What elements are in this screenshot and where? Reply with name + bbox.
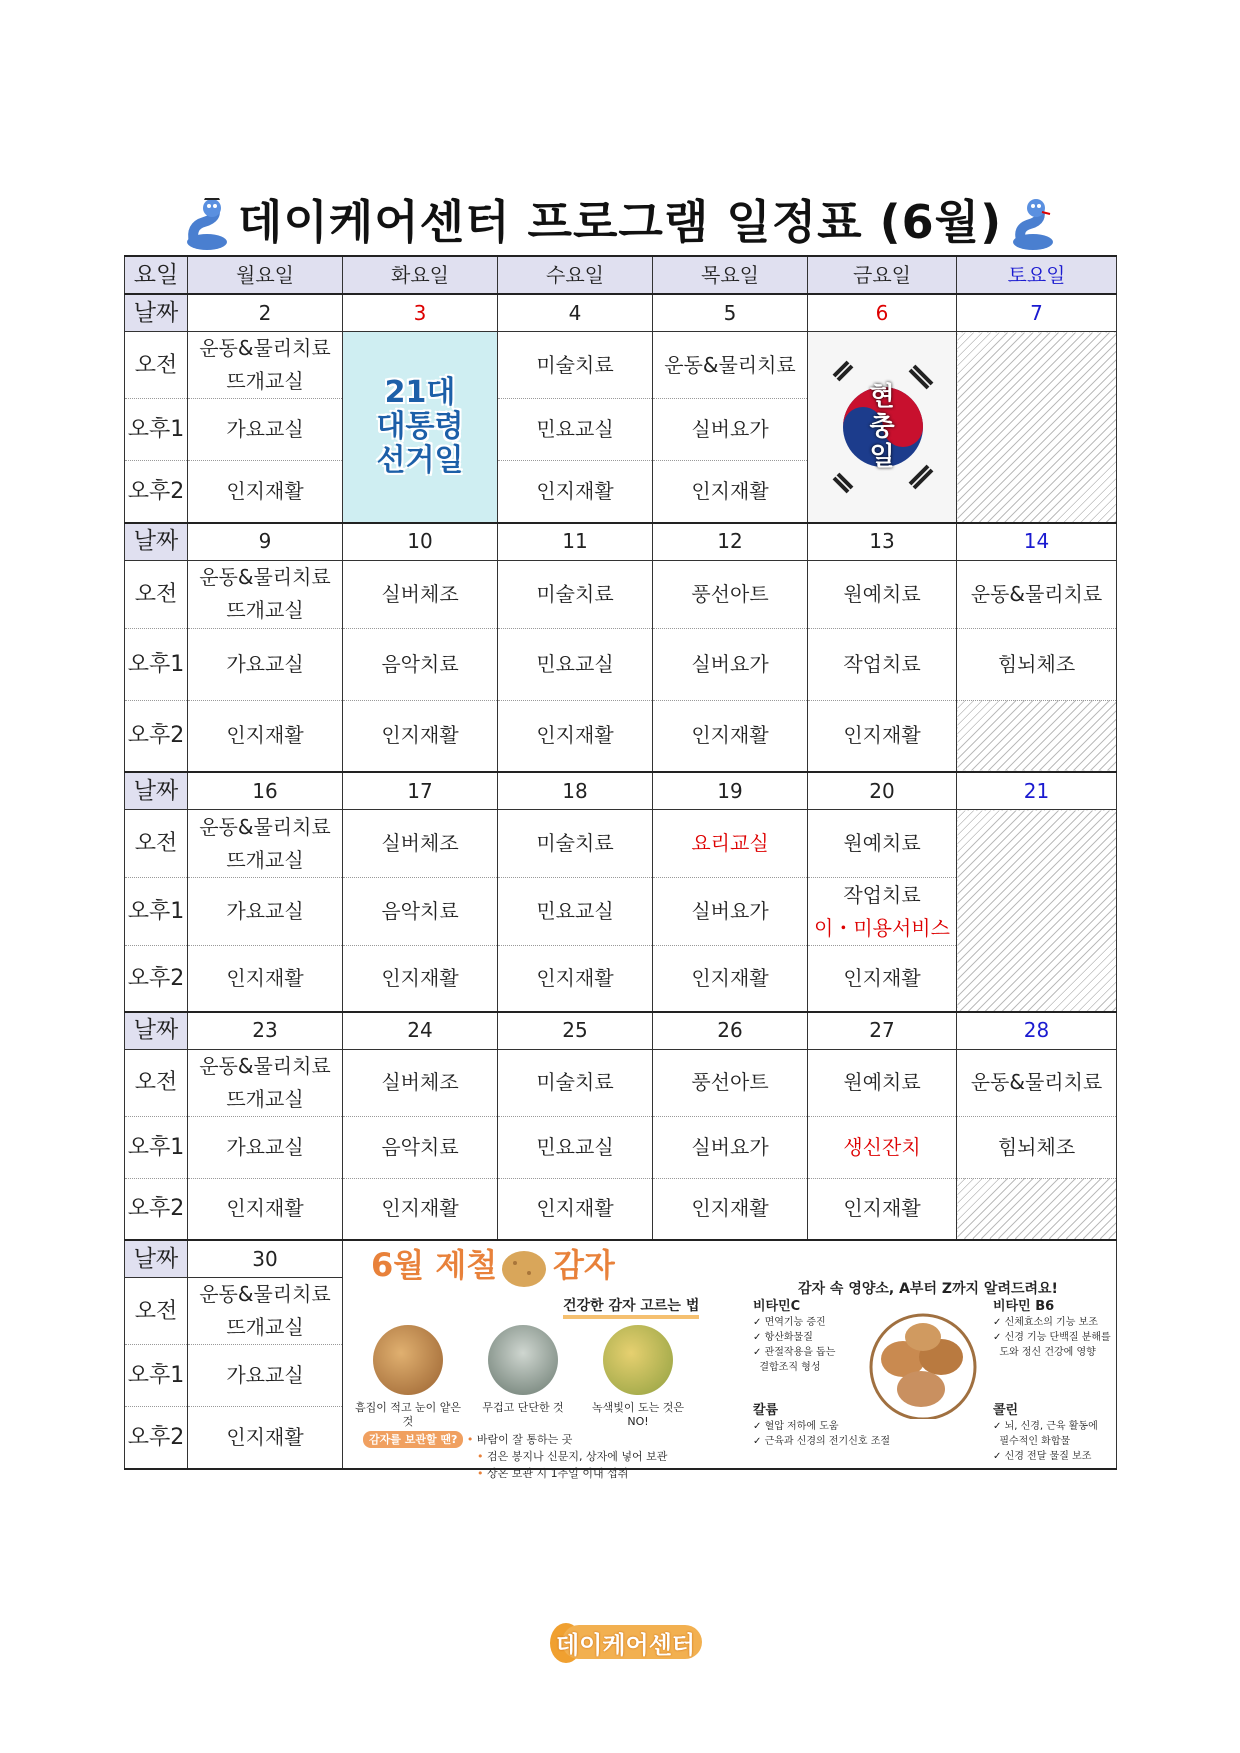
slot-row-pm2 (125, 700, 1117, 772)
program-cell (188, 628, 343, 700)
closed-cell (957, 810, 1117, 1012)
program-text: 운동&물리치료 뜨개교실 (199, 814, 331, 872)
slot-row-pm1 (125, 628, 1117, 700)
program-cell (498, 810, 653, 878)
program-cell (188, 1178, 343, 1240)
program-text: 운동&물리치료 (970, 581, 1103, 606)
program-cell (653, 946, 808, 1012)
program-text: 미술치료 (536, 1070, 614, 1094)
program-text: 가요교실 (226, 899, 304, 923)
program-cell (653, 1049, 808, 1116)
program-cell (957, 628, 1117, 700)
program-cell (653, 1116, 808, 1178)
date-cell: 6 (808, 294, 957, 332)
program-cell (188, 878, 343, 946)
potato-info-panel (343, 1240, 1117, 1480)
program-text: 인지재활 (381, 1196, 459, 1221)
program-text: 실버체조 (381, 1070, 459, 1094)
program-cell (653, 810, 808, 878)
date-cell: 26 (653, 1012, 808, 1050)
program-text: 인지재활 (381, 965, 459, 990)
program-text: 인지재활 (226, 478, 304, 503)
date-row-label: 날짜 (125, 772, 188, 810)
program-cell (188, 332, 343, 399)
header-row (125, 256, 1117, 294)
program-cell (653, 1178, 808, 1240)
program-cell (343, 946, 498, 1012)
program-text: 가요교실 (226, 1134, 304, 1159)
date-cell: 28 (957, 1012, 1117, 1050)
program-cell (498, 1049, 653, 1116)
program-cell (343, 560, 498, 628)
program-cell (188, 700, 343, 772)
beauty-service-text: 이・미용서비스 (814, 915, 950, 940)
program-cell (343, 700, 498, 772)
program-cell (653, 628, 808, 700)
program-cell (808, 1116, 957, 1178)
logo-text: 데이케어센터 (556, 1631, 696, 1659)
day-header: 화요일 (343, 256, 498, 294)
memorial-day-text: 현 충 일 (869, 381, 895, 472)
program-text: 실버요가 (691, 417, 769, 441)
memorial-day-cell (808, 332, 957, 523)
program-text: 힘뇌체조 (997, 1134, 1076, 1159)
program-cell (498, 399, 653, 461)
date-cell: 13 (808, 523, 957, 561)
program-text: 인지재활 (843, 1196, 921, 1221)
program-text: 인지재활 (381, 723, 459, 748)
program-text: 인지재활 (226, 1424, 304, 1449)
program-cell (188, 946, 343, 1012)
program-cell (957, 560, 1117, 628)
program-cell (808, 810, 957, 878)
potato-icon (499, 1247, 549, 1291)
program-text: 가요교실 (226, 417, 304, 441)
slot-label: 오전 (125, 1049, 188, 1116)
election-day-text: 21대 대통령 선거일 (376, 374, 464, 478)
date-cell: 17 (343, 772, 498, 810)
program-cell (653, 878, 808, 946)
program-cell (343, 810, 498, 878)
date-cell: 18 (498, 772, 653, 810)
program-cell (957, 1116, 1117, 1178)
slot-label: 오후1 (125, 399, 188, 461)
slot-label: 오후2 (125, 946, 188, 1012)
program-text: 인지재활 (691, 478, 769, 503)
slot-label: 오후2 (125, 1178, 188, 1240)
program-text: 인지재활 (691, 965, 769, 990)
slot-row-am (125, 810, 1117, 878)
date-cell: 7 (957, 294, 1117, 332)
slot-row-am (125, 332, 1117, 399)
tip-item: 흠집이 적고 눈이 얕은 것 (353, 1325, 463, 1429)
program-cell (188, 399, 343, 461)
date-cell: 2 (188, 294, 343, 332)
program-text: 음악치료 (381, 1134, 459, 1159)
program-text: 작업치료 (843, 882, 921, 907)
program-text: 음악치료 (381, 651, 459, 676)
program-cell (808, 628, 957, 700)
program-text: 인지재활 (536, 478, 614, 503)
slot-label: 오후1 (125, 1116, 188, 1178)
tip-item: 무겁고 단단한 것 (468, 1325, 578, 1415)
closed-cell (957, 1178, 1117, 1240)
program-cell (808, 1049, 957, 1116)
program-text: 인지재활 (226, 723, 304, 748)
program-text: 인지재활 (226, 1196, 304, 1221)
program-cell (653, 399, 808, 461)
program-text: 원예치료 (843, 1070, 921, 1094)
program-text: 실버체조 (381, 581, 459, 606)
program-cell (498, 1116, 653, 1178)
program-text: 요리교실 (691, 831, 769, 855)
date-cell: 5 (653, 294, 808, 332)
program-cell (498, 560, 653, 628)
program-text: 운동&물리치료 뜨개교실 (199, 1053, 331, 1111)
program-text: 실버요가 (691, 899, 769, 923)
program-text: 음악치료 (381, 899, 459, 923)
program-text: 운동&물리치료 뜨개교실 (199, 336, 331, 393)
slot-label: 오전 (125, 560, 188, 628)
slot-label: 오전 (125, 332, 188, 399)
slot-label: 오전 (125, 1278, 188, 1345)
day-header: 월요일 (188, 256, 343, 294)
program-cell (808, 946, 957, 1012)
potato-title: 6월 제철 (371, 1246, 498, 1284)
snake-mascot-icon (1008, 198, 1058, 254)
program-cell (343, 628, 498, 700)
program-cell (343, 1049, 498, 1116)
program-text: 실버요가 (691, 651, 769, 676)
program-text: 힘뇌체조 (997, 651, 1076, 676)
snake-mascot-icon (182, 198, 232, 254)
program-cell (188, 1116, 343, 1178)
closed-cell (957, 700, 1117, 772)
program-text: 운동&물리치료 뜨개교실 (199, 565, 331, 622)
program-cell (188, 1345, 343, 1407)
program-text: 민요교실 (536, 417, 614, 441)
nutrient-potassium: 칼륨 ✓ 혈압 저하에 도움 ✓ 근육과 신경의 전기신호 조절 (753, 1403, 891, 1447)
date-cell: 9 (188, 523, 343, 561)
program-cell (343, 1116, 498, 1178)
program-text: 실버요가 (691, 1134, 769, 1159)
program-cell (808, 560, 957, 628)
program-text: 인지재활 (226, 965, 304, 990)
program-text: 운동&물리치료 (664, 352, 796, 377)
program-text: 민요교실 (536, 651, 614, 676)
program-text: 인지재활 (691, 1196, 769, 1221)
program-text: 원예치료 (843, 581, 921, 606)
program-cell (498, 461, 653, 523)
potato-subtitle: 건강한 감자 고르는 법 (563, 1297, 699, 1319)
potato-storage: 감자를 보관할 땐? • 바람이 잘 통하는 곳 • 검은 봉지나 신문지, 상자에 넣어 보관 • 상온 보관 시 1주일 이내 섭취 (363, 1431, 667, 1482)
slot-label: 오후1 (125, 1345, 188, 1407)
slot-label: 오후1 (125, 878, 188, 946)
program-text: 작업치료 (843, 651, 921, 676)
date-row-label: 날짜 (125, 1012, 188, 1050)
program-text: 민요교실 (536, 899, 614, 923)
program-text: 가요교실 (226, 651, 304, 676)
program-text: 운동&물리치료 뜨개교실 (199, 1282, 331, 1339)
program-cell (498, 878, 653, 946)
nutrient-choline: 콜린 ✓ 뇌, 신경, 근육 활동에 필수적인 화합물 ✓ 신경 전달 물질 보조 (993, 1403, 1098, 1462)
date-cell: 14 (957, 523, 1117, 561)
program-text: 운동&물리치료 (970, 1070, 1103, 1094)
potato-title-name: 감자 (553, 1246, 615, 1284)
date-row (125, 294, 1117, 332)
date-cell: 16 (188, 772, 343, 810)
program-text: 생신잔치 (843, 1134, 921, 1159)
date-row (125, 1012, 1117, 1050)
program-cell (343, 1178, 498, 1240)
date-cell: 11 (498, 523, 653, 561)
date-cell: 30 (188, 1240, 343, 1278)
program-cell (498, 700, 653, 772)
date-cell: 27 (808, 1012, 957, 1050)
program-text: 미술치료 (536, 581, 614, 606)
program-cell (498, 628, 653, 700)
slot-label: 오전 (125, 810, 188, 878)
program-cell (808, 1178, 957, 1240)
program-cell (188, 1407, 343, 1469)
program-text: 미술치료 (536, 352, 614, 377)
date-row (125, 772, 1117, 810)
slot-row-pm1 (125, 1116, 1117, 1178)
closed-cell (957, 332, 1117, 523)
date-row (125, 523, 1117, 561)
date-cell: 4 (498, 294, 653, 332)
program-cell (188, 560, 343, 628)
program-text: 인지재활 (843, 965, 921, 990)
program-text: 인지재활 (536, 723, 614, 748)
program-cell (653, 461, 808, 523)
program-cell (808, 700, 957, 772)
program-cell (808, 878, 957, 946)
day-header: 목요일 (653, 256, 808, 294)
slot-row-pm2 (125, 1178, 1117, 1240)
date-cell: 25 (498, 1012, 653, 1050)
election-day-cell (343, 332, 498, 523)
page-title (0, 186, 1240, 254)
program-cell (653, 332, 808, 399)
slot-row-am (125, 560, 1117, 628)
program-cell (343, 878, 498, 946)
program-text: 실버체조 (381, 831, 459, 855)
program-cell (498, 332, 653, 399)
program-text: 인지재활 (536, 1196, 614, 1221)
date-cell: 24 (343, 1012, 498, 1050)
program-text: 가요교실 (226, 1363, 304, 1387)
slot-row-am (125, 1049, 1117, 1116)
program-cell (653, 700, 808, 772)
date-cell: 21 (957, 772, 1117, 810)
program-cell (188, 810, 343, 878)
program-text: 미술치료 (536, 831, 614, 855)
day-header: 수요일 (498, 256, 653, 294)
program-text: 민요교실 (536, 1134, 614, 1159)
slot-label: 오후1 (125, 628, 188, 700)
day-header: 금요일 (808, 256, 957, 294)
program-cell (498, 946, 653, 1012)
program-text: 인지재활 (536, 965, 614, 990)
program-cell (957, 1049, 1117, 1116)
date-cell: 20 (808, 772, 957, 810)
slot-label: 오후2 (125, 461, 188, 523)
nutrient-b6: 비타민 B6 ✓ 신체효소의 기능 보조 ✓ 신경 기능 단백질 분해를 도와 정신 건강에 영향 (993, 1299, 1111, 1358)
program-cell (498, 1178, 653, 1240)
date-row (125, 1240, 1117, 1278)
date-cell: 3 (343, 294, 498, 332)
date-row-label: 날짜 (125, 1240, 188, 1278)
schedule-table (124, 255, 1117, 1480)
date-cell: 10 (343, 523, 498, 561)
program-text: 풍선아트 (691, 581, 769, 606)
date-cell: 19 (653, 772, 808, 810)
tip-item: 녹색빛이 도는 것은 NO! (583, 1325, 693, 1429)
slot-label: 오후2 (125, 1407, 188, 1469)
program-text: 풍선아트 (691, 1070, 769, 1094)
date-cell: 12 (653, 523, 808, 561)
program-cell (188, 1278, 343, 1345)
title-text: 데이케어센터 프로그램 일정표 (6월) (237, 195, 1003, 249)
program-text: 인지재활 (691, 723, 769, 748)
program-text: 원예치료 (843, 831, 921, 855)
nutrient-vitc: 비타민C ✓ 면역기능 증진 ✓ 항산화물질 ✓ 관절작용을 돕는 결합조직 형성 (753, 1299, 836, 1373)
header-label: 요일 (125, 256, 188, 294)
program-cell (653, 560, 808, 628)
date-row-label: 날짜 (125, 294, 188, 332)
nutrition-title: 감자 속 영양소, A부터 Z까지 알려드려요! (798, 1281, 1058, 1297)
program-cell (188, 1049, 343, 1116)
slot-label: 오후2 (125, 700, 188, 772)
program-text: 인지재활 (843, 723, 921, 748)
date-row-label: 날짜 (125, 523, 188, 561)
program-cell (188, 461, 343, 523)
day-header: 토요일 (957, 256, 1117, 294)
date-cell: 23 (188, 1012, 343, 1050)
